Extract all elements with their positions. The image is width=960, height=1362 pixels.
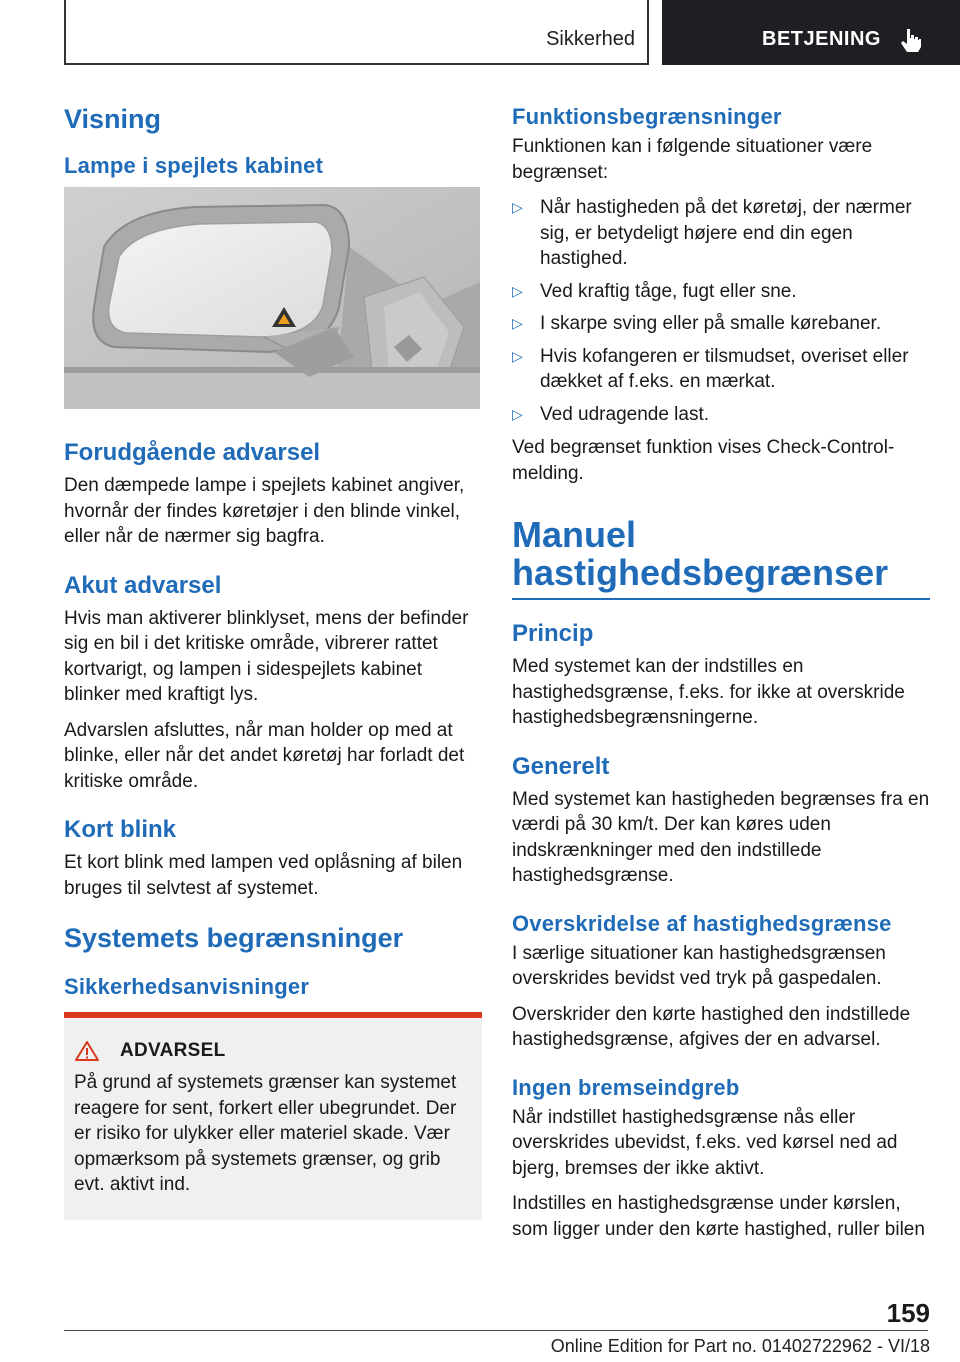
heading-manuel-1: Manuel	[512, 514, 637, 555]
right-column	[512, 96, 930, 1252]
text-forudgaaende: Den dæmpede lampe i spejlets kabinet angiver, hvornår der findes køretøjer i den blinde vinkel, eller når de nærmer sig bagfra.	[64, 475, 465, 547]
warning-text: På grund af systemets grænser kan systemet reagere for sent, forkert eller ubegrundet. Der er risiko for ulykker eller materiel skade. Vær opmærksom på systemets grænser, og grib evt. aktivt ind.	[74, 1072, 457, 1195]
heading-begraensninger: Systemets begrænsninger	[64, 923, 404, 953]
bullet-triangle-icon: ▷	[512, 282, 523, 299]
header-section-title: Sikkerhed	[546, 28, 635, 50]
mirror-illustration	[64, 187, 480, 409]
footer-edition: Online Edition for Part no. 01402722962 - VI/18	[550, 1336, 930, 1356]
text-generelt: Med systemet kan hastigheden begrænses fra en værdi på 30 km/t. Der kan køres uden indskrænkninger med den indstillede hastighedsgrænse.	[512, 788, 930, 886]
list-item: ▷ Ved kraftig tåge, fugt eller sne.	[512, 279, 930, 305]
warning-triangle-icon	[74, 1040, 100, 1062]
heading-generelt: Generelt	[512, 752, 610, 780]
footer-rule	[64, 1330, 928, 1331]
text-funk-intro: Funktionen kan i følgende situationer være begrænset:	[512, 136, 873, 183]
limitations-list	[512, 195, 930, 427]
bullet-triangle-icon: ▷	[512, 405, 523, 422]
warning-title	[74, 1040, 468, 1062]
heading-akut: Akut advarsel	[64, 571, 222, 599]
text-ingen-2: Indstilles en hastighedsgrænse under kørslen, som ligger under den kørte hastighed, ruller bilen	[512, 1193, 925, 1240]
bullet-triangle-icon: ▷	[512, 199, 523, 215]
heading-kort-blink: Kort blink	[64, 816, 176, 843]
list-item: ▷ Ved udragende last.	[512, 402, 930, 428]
warning-label: ADVARSEL	[120, 1040, 226, 1061]
bullet-triangle-icon: ▷	[512, 347, 523, 364]
list-item: ▷ Når hastigheden på det køretøj, der nærmer sig, er betydeligt højere end din egen hastighed.	[512, 197, 912, 269]
list-item: ▷ Hvis kofangeren er tilsmudset, overiset eller dækket af f.eks. en mærkat.	[512, 345, 909, 392]
header-border-left	[64, 0, 66, 65]
bullet-triangle-icon: ▷	[512, 315, 523, 331]
manuel-title-block	[512, 516, 930, 592]
header-rule	[64, 63, 647, 65]
text-akut-1: Hvis man aktiverer blinklyset, mens der befinder sig en bil i det kritiske område, vibrerer rattet kortvarigt, og lampen i sidespejlets kabinet blinker med kraftigt lys.	[64, 607, 469, 705]
text-ingen-1: Når indstillet hastighedsgrænse nås eller overskrides ubevidst, f.eks. ved kørsel ned ad bjerg, bremses der ikke aktivt.	[512, 1106, 898, 1179]
text-funk-outro: Ved begrænset funktion vises Check-Control-melding.	[512, 437, 895, 484]
heading-princip: Princip	[512, 620, 594, 647]
text-overskridelse-2: Overskrider den kørte hastighed den indstillede hastighedsgrænse, afgives der en advarsel.	[512, 1003, 911, 1050]
header-chapter-title: BETJENING	[762, 28, 881, 50]
left-column	[64, 96, 482, 1220]
heading-ingen-bremse: Ingen bremseindgreb	[512, 1074, 740, 1100]
heading-rule	[512, 598, 930, 600]
heading-lampe: Lampe i spejlets kabinet	[64, 153, 324, 178]
text-princip: Med systemet kan der indstilles en hastighedsgrænse, f.eks. for ikke at overskride hastighedsbegrænsningerne.	[512, 656, 905, 728]
heading-manuel-2: hastighedsbegrænser	[512, 552, 889, 593]
heading-forudgaaende: Forudgående advarsel	[64, 439, 321, 466]
pointing-hand-icon	[898, 27, 924, 53]
heading-overskridelse: Overskridelse af hastighedsgrænse	[512, 910, 892, 936]
header-border-right	[647, 0, 649, 65]
text-kort-blink: Et kort blink med lampen ved oplåsning af bilen bruges til selvtest af systemet.	[64, 852, 463, 899]
text-akut-2: Advarslen afsluttes, når man holder op med at blinke, eller når det andet køretøj har forladt det kritiske område.	[64, 719, 465, 792]
header-chapter-tab	[662, 0, 960, 65]
page-number: 159	[886, 1298, 930, 1328]
list-item: ▷ I skarpe sving eller på smalle kørebaner.	[512, 311, 930, 337]
heading-visning: Visning	[64, 104, 162, 134]
warning-box	[64, 1012, 482, 1220]
heading-funktionsbegraensninger: Funktionsbegrænsninger	[512, 104, 782, 129]
heading-sikkerhed: Sikkerhedsanvisninger	[64, 974, 310, 999]
text-overskridelse-1: I særlige situationer kan hastighedsgrænsen overskrides bevidst ved tryk på gaspedalen.	[512, 942, 886, 989]
